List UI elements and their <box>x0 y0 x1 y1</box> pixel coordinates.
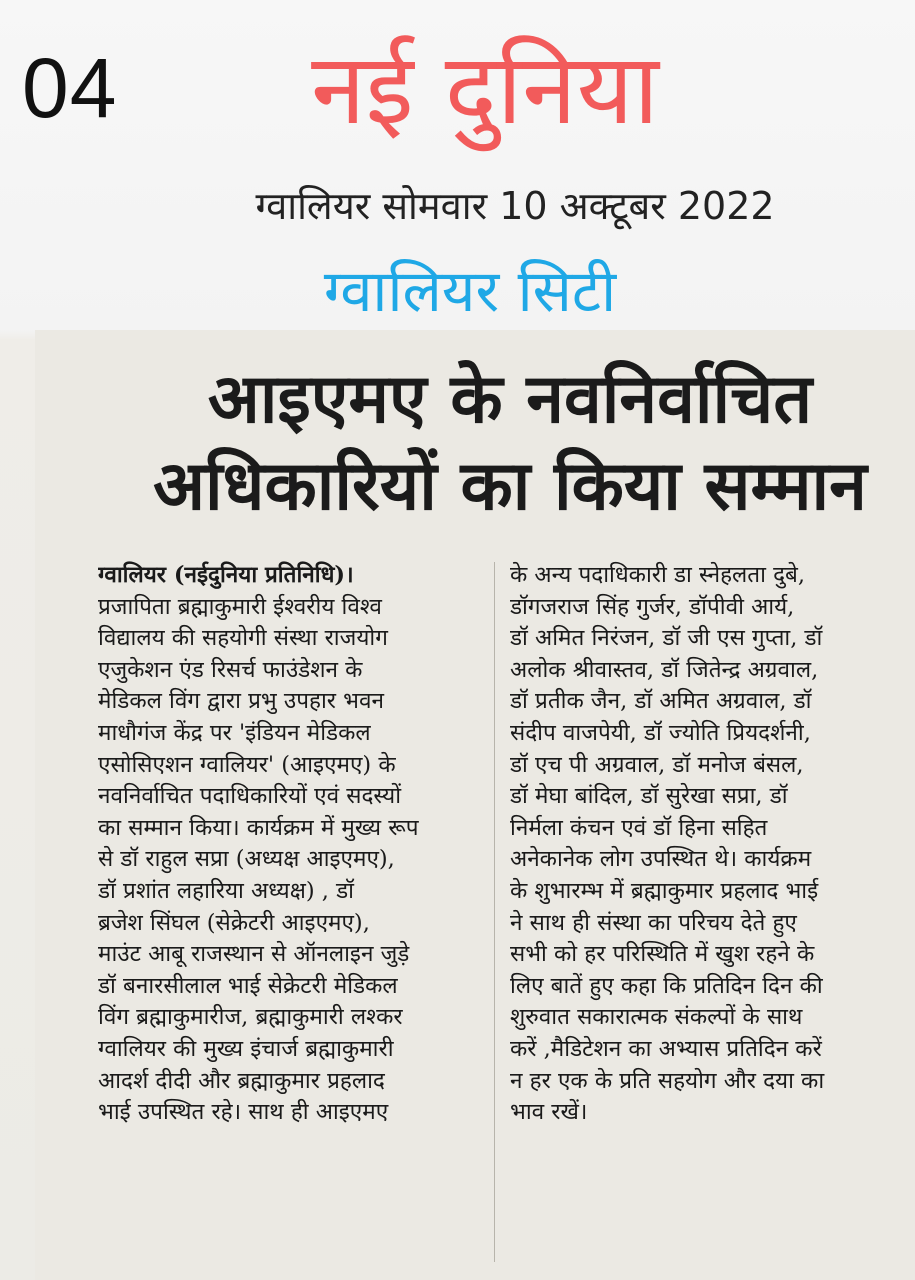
article-line: डॉ बनारसीलाल भाई सेक्रेटरी मेडिकल <box>98 972 398 999</box>
article-line: का सम्मान किया। कार्यक्रम में मुख्य रूप <box>98 814 419 841</box>
article-line: विद्यालय की सहयोगी संस्था राजयोग <box>98 625 388 652</box>
article-line: आदर्श दीदी और ब्रह्माकुमार प्रहलाद <box>98 1067 385 1094</box>
article-line: से डॉ राहुल सप्रा (अध्यक्ष आइएमए), <box>98 846 395 873</box>
column-divider <box>494 562 495 1262</box>
article-line: ग्वालियर की मुख्य इंचार्ज ब्रह्माकुमारी <box>98 1035 394 1062</box>
article-line: एसोसिएशन ग्वालियर' (आइएमए) के <box>98 751 396 778</box>
headline-line-1: आइएमए के नवनिर्वाचित <box>207 360 813 439</box>
article-line: विंग ब्रह्माकुमारीज, ब्रह्माकुमारी लश्कर <box>98 1004 403 1031</box>
article-line: न हर एक के प्रति सहयोग और दया का <box>510 1067 825 1094</box>
article-line: भाई उपस्थित रहे। साथ ही आइएमए <box>98 1099 389 1126</box>
article-line: डॉ एच पी अग्रवाल, डॉ मनोज बंसल, <box>510 751 804 778</box>
article-column-right <box>510 560 895 1129</box>
section-title: ग्वालियर सिटी <box>323 257 617 325</box>
article-line: सभी को हर परिस्थिति में खुश रहने के <box>510 941 815 968</box>
article-line: निर्मला कंचन एवं डॉ हिना सहित <box>510 814 768 841</box>
article-line: के शुभारम्भ में ब्रह्माकुमार प्रहलाद भाई <box>510 877 819 904</box>
article-byline: ग्वालियर (नईदुनिया प्रतिनिधि)। <box>98 562 354 588</box>
article-line: भाव रखें। <box>510 1099 588 1126</box>
article-column-left <box>98 560 483 1129</box>
article-line: लिए बातें हुए कहा कि प्रतिदिन दिन की <box>510 972 823 999</box>
article-line: प्रजापिता ब्रह्माकुमारी ईश्वरीय विश्व <box>98 593 382 620</box>
page-number: 04 <box>22 41 118 135</box>
article-line: के अन्य पदाधिकारी डा स्नेहलता दुबे, <box>510 562 806 588</box>
article-line: शुरुवात सकारात्मक संकल्पों के साथ <box>510 1004 803 1031</box>
article-line: माउंट आबू राजस्थान से ऑनलाइन जुड़े <box>98 941 410 968</box>
newspaper-masthead: नई दुनिया <box>311 33 659 147</box>
article-line: डॉ प्रशांत लहारिया अध्यक्ष) , डॉ <box>98 877 354 904</box>
article-line: नवनिर्वाचित पदाधिकारियों एवं सदस्यों <box>98 783 402 810</box>
article-line: माधौगंज केंद्र पर 'इंडियन मेडिकल <box>98 719 371 746</box>
article-line: ब्रजेश सिंघल (सेक्रेटरी आइएमए), <box>98 909 370 936</box>
dateline: ग्वालियर सोमवार 10 अक्टूबर 2022 <box>255 184 775 228</box>
article-line: डॉ प्रतीक जैन, डॉ अमित अग्रवाल, डॉ <box>510 688 812 715</box>
article-line: डॉगजराज सिंह गुर्जर, डॉपीवी आर्य, <box>510 593 795 620</box>
article-line: डॉ अमित निरंजन, डॉ जी एस गुप्ता, डॉ <box>510 625 823 652</box>
headline-line-2: अधिकारियों का किया सम्मान <box>153 447 867 526</box>
article-line: अनेकानेक लोग उपस्थित थे। कार्यक्रम <box>510 846 812 873</box>
article-line: अलोक श्रीवास्तव, डॉ जितेन्द्र अग्रवाल, <box>510 656 819 683</box>
article-line: एजुकेशन एंड रिसर्च फाउंडेशन के <box>98 656 363 683</box>
article-line: डॉ मेघा बांदिल, डॉ सुरेखा सप्रा, डॉ <box>510 783 788 810</box>
article-headline <box>120 358 900 532</box>
article-line: करें ,मैडिटेशन का अभ्यास प्रतिदिन करें <box>510 1035 822 1062</box>
article-line: मेडिकल विंग द्वारा प्रभु उपहार भवन <box>98 688 384 715</box>
article-line: संदीप वाजपेयी, डॉ ज्योति प्रियदर्शनी, <box>510 719 811 746</box>
article-line: ने साथ ही संस्था का परिचय देते हुए <box>510 909 797 936</box>
